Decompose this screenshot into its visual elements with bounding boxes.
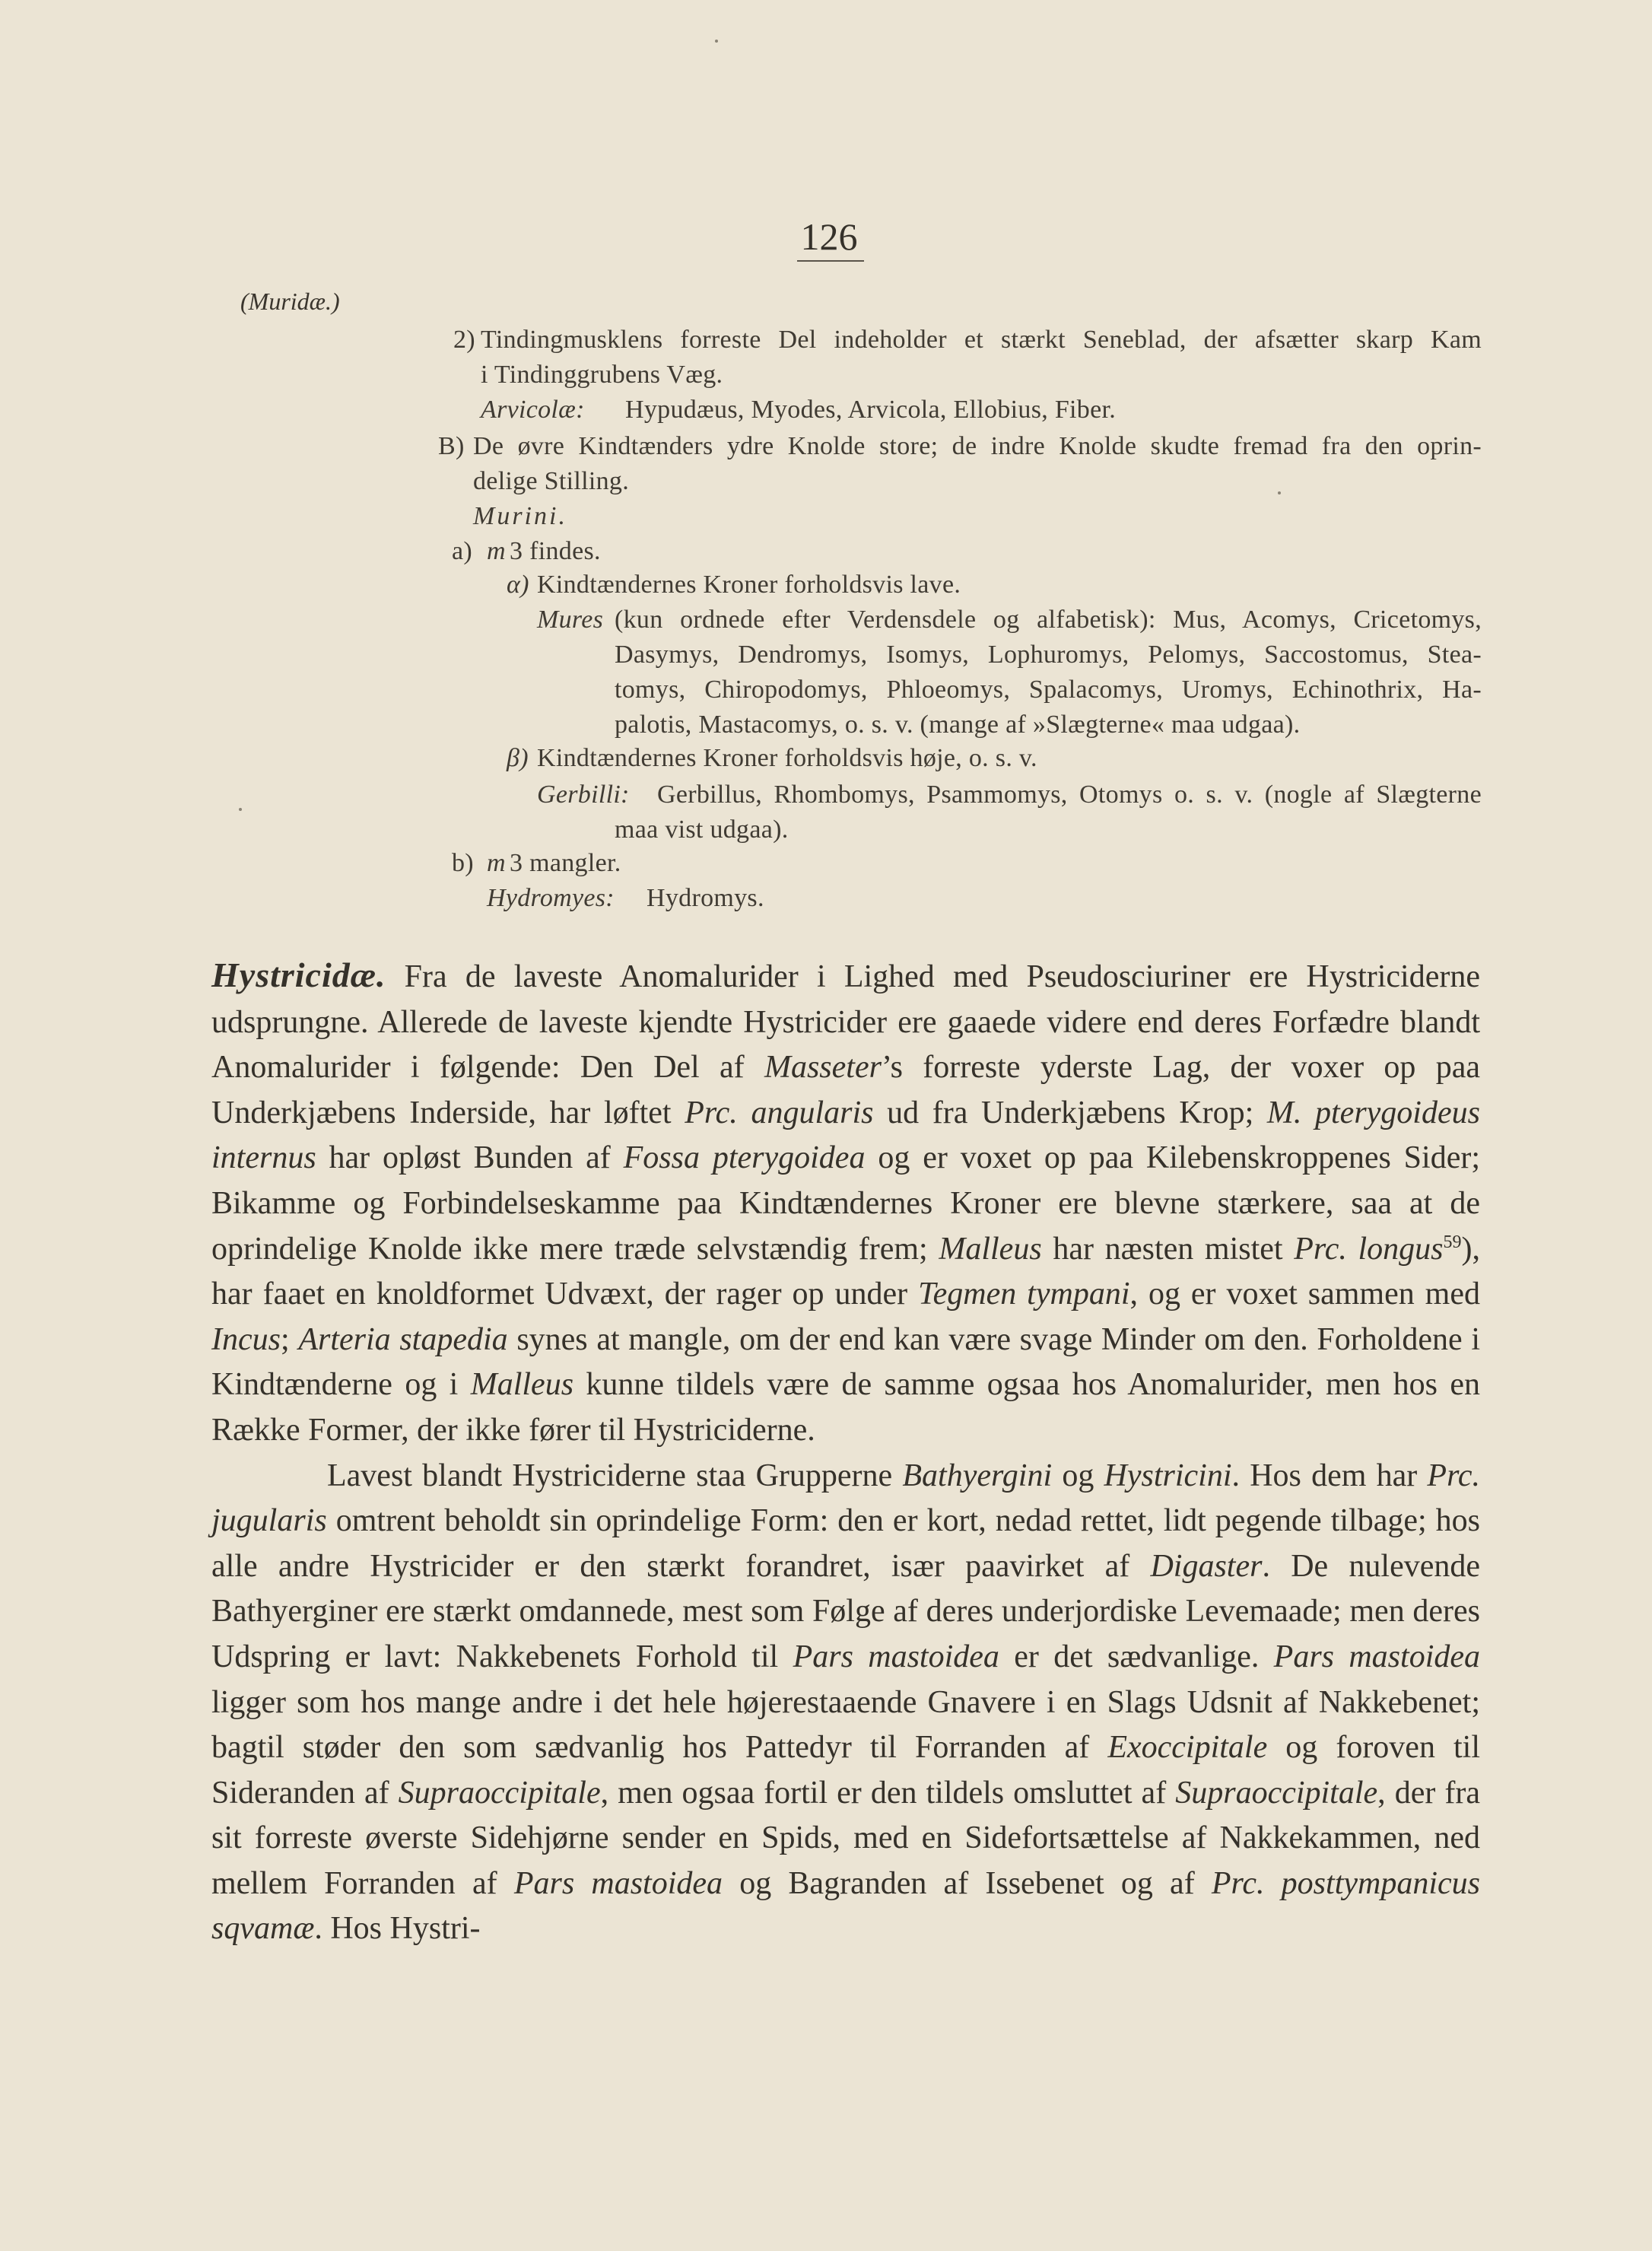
- hydromyes-genera: Hydromys.: [647, 884, 764, 912]
- paper-speck: [1278, 491, 1281, 494]
- margin-family-label: (Muridæ.): [240, 288, 340, 315]
- text-run: og Bagranden af Issebenet og af: [723, 1865, 1212, 1901]
- text-run: ’s forreste yderste Lag, der voxer op paa Underkjæbens Inderside, har løftet: [211, 1050, 1480, 1130]
- item-b-symbol: m: [487, 849, 506, 877]
- text-run: , men ogsaa fortil er den tildels omsluttet af: [600, 1775, 1176, 1811]
- mures-line3: tomys, Chiropodomys, Phloeomys, Spalacomys, Uromys, Echinothrix, Ha-: [615, 676, 1482, 704]
- italic-term: Tegmen tympani: [918, 1277, 1130, 1312]
- text-run: Lavest blandt Hystriciderne staa Grupperne: [327, 1458, 903, 1493]
- item-beta-text: Kindtændernes Kroner forholdsvis høje, o. s. v.: [537, 744, 1037, 772]
- item-beta-marker: β): [507, 744, 529, 772]
- hydromyes-name: Hydromyes:: [487, 884, 615, 912]
- paragraph-lavest: [211, 1454, 1480, 1953]
- item-2-marker: 2): [453, 326, 475, 354]
- italic-term: Prc. angularis: [685, 1095, 874, 1130]
- text-run: Fra de laveste Anomalurider i Lighed med Pseudosciuriner ere Hystriciderne udsprungne. Allerede de laveste kjendte Hystricider ere gaaede videre end deres Forfædre blandt Anomalurider i følgende: Den Del af: [211, 959, 1480, 1086]
- murini-heading: Murini.: [473, 502, 567, 530]
- gerbilli-line2: maa vist udgaa).: [615, 816, 789, 844]
- italic-term: Pars mastoidea: [793, 1639, 999, 1674]
- text-run: og: [1052, 1458, 1104, 1493]
- italic-term: Prc. jugularis: [211, 1458, 1481, 1539]
- paper-speck: [715, 40, 718, 43]
- footnote-ref: 59: [1443, 1232, 1462, 1252]
- text-run: og er voxet op paa Kilebenskroppenes Sider; Bikamme og Forbindelseskamme paa Kindtændernes Kroner ere blevne stærkere, saa at de oprindelige Knolde ikke mere træde selvstændig frem;: [211, 1140, 1481, 1267]
- italic-term: Incus: [211, 1321, 281, 1357]
- arvicolae-name: Arvicolæ:: [481, 396, 585, 424]
- text-run: og foroven til Sideranden af: [211, 1730, 1480, 1811]
- section-b-marker: B): [438, 432, 465, 460]
- item-b-text: 3 mangler.: [510, 849, 621, 877]
- italic-term: Fossa pterygoidea: [623, 1140, 866, 1176]
- item-a-symbol: m: [487, 537, 506, 565]
- text-run: ;: [280, 1321, 299, 1357]
- gerbilli-line1: Gerbillus, Rhombomys, Psammomys, Otomys o. s. v. (nogle af Slægterne: [657, 781, 1482, 809]
- item-2-line2: i Tindinggrubens Væg.: [481, 361, 723, 389]
- item-a-text: 3 findes.: [510, 537, 601, 565]
- text-run: synes at mangle, om der end kan være svage Minder om den. Forholdene i Kindtænderne og i: [211, 1321, 1481, 1403]
- text-run: . De nulevende Bathyerginer ere stærkt omdannede, mest som Følge af deres underjordiske Levemaade; men deres Udspring er lavt: Nakkebenets Forhold til: [211, 1548, 1480, 1674]
- mures-line2: Dasymys, Dendromys, Isomys, Lophuromys, Pelomys, Saccostomus, Stea-: [615, 641, 1482, 669]
- page-number: 126: [800, 215, 858, 258]
- gerbilli-name: Gerbilli:: [537, 781, 630, 809]
- italic-term: Bathyergini: [902, 1458, 1053, 1493]
- italic-term: Malleus: [470, 1367, 574, 1403]
- paper-speck: [239, 808, 242, 811]
- italic-term: Pars mastoidea: [513, 1865, 723, 1901]
- mures-line1: (kun ordnede efter Verdensdele og alfabetisk): Mus, Acomys, Cricetomys,: [615, 606, 1482, 634]
- section-b-line1: De øvre Kindtænders ydre Knolde store; de indre Knolde skudte fremad fra den oprin-: [473, 432, 1482, 460]
- italic-term: Malleus: [939, 1231, 1042, 1267]
- item-alpha-text: Kindtændernes Kroner forholdsvis lave.: [537, 571, 961, 599]
- main-text: [211, 952, 1480, 1952]
- italic-term: Supraoccipitale: [398, 1775, 601, 1811]
- italic-term: M. pterygoideus internus: [211, 1095, 1480, 1176]
- text-run: . Hos dem har: [1231, 1458, 1428, 1493]
- text-run: har næsten mistet: [1041, 1231, 1295, 1267]
- text-run: er det sædvanlige.: [999, 1639, 1274, 1674]
- text-run: ligger som hos mange andre i det hele højerestaaende Gnavere i en Slags Udsnit af Nakkebenet; bagtil støder den som sædvanlig hos Pattedyr til Forranden af: [211, 1684, 1480, 1766]
- mures-line4: palotis, Mastacomys, o. s. v. (mange af »Slægterne« maa udgaa).: [615, 711, 1301, 739]
- italic-term: Pars mastoidea: [1273, 1639, 1481, 1674]
- text-run: har opløst Bunden af: [316, 1140, 624, 1176]
- italic-term: Arteria stapedia: [298, 1321, 508, 1357]
- text-run: kunne tildels være de samme ogsaa hos Anomalurider, men hos en Række Former, der ikke fører til Hystriciderne.: [211, 1367, 1481, 1448]
- italic-term: Hystricini: [1104, 1458, 1232, 1493]
- text-run: ), har faaet en knoldformet Udvæxt, der rager op under: [211, 1231, 1480, 1312]
- text-run: ud fra Underkjæbens Krop;: [873, 1095, 1267, 1130]
- item-b-marker: b): [452, 849, 474, 877]
- arvicolae-genera: Hypudæus, Myodes, Arvicola, Ellobius, Fiber.: [625, 396, 1117, 424]
- text-run: . Hos Hystri-: [314, 1911, 481, 1947]
- italic-term: Masseter: [764, 1050, 882, 1086]
- mures-name: Mures: [537, 606, 604, 634]
- item-alpha-marker: α): [507, 571, 529, 599]
- text-run: , og er voxet sammen med: [1129, 1277, 1480, 1312]
- text-run: omtrent beholdt sin oprindelige Form: den er kort, nedad rettet, lidt pegende tilbage; hos alle andre Hystricider er den stærkt forandret, især paavirket af: [211, 1503, 1480, 1584]
- italic-term: Prc. posttympanicus sqvamæ: [211, 1865, 1480, 1947]
- italic-term: Digaster: [1150, 1548, 1263, 1584]
- paragraph-hystricidae: [211, 952, 1480, 1454]
- section-heading: Hystricidæ.: [211, 955, 386, 994]
- italic-term: Prc. longus: [1294, 1231, 1444, 1267]
- section-b-line2: delige Stilling.: [473, 467, 630, 495]
- italic-term: Supraoccipitale: [1175, 1775, 1378, 1811]
- item-a-marker: a): [452, 537, 473, 565]
- text-run: , der fra sit forreste øverste Sidehjørne sender en Spids, med en Sidefortsættelse af Nakkekammen, ned mellem Forranden af: [211, 1775, 1480, 1901]
- item-2-line1: Tindingmusklens forreste Del indeholder et stærkt Seneblad, der afsætter skarp Kam: [481, 326, 1482, 354]
- italic-term: Exoccipitale: [1107, 1730, 1268, 1766]
- page-number-rule: [797, 260, 864, 262]
